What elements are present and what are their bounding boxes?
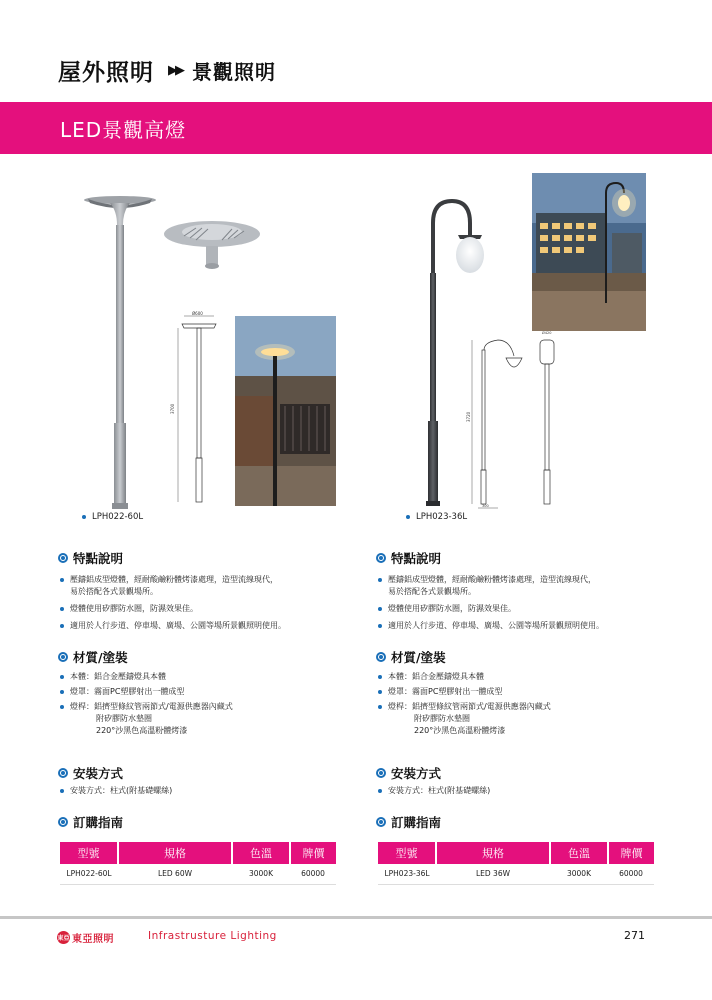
list-item: 安裝方式：柱式(附基礎螺絲) <box>378 785 678 797</box>
dim-top-label-right: Ø420 <box>542 331 552 335</box>
order-table-left <box>60 842 336 885</box>
footer-tagline: Infrastrusture Lighting <box>148 930 277 942</box>
list-item: 燈罩：霧面PC塑膠射出一體成型 <box>378 686 678 698</box>
cell-price: 60000 <box>608 864 654 884</box>
table-header-row <box>378 842 654 864</box>
lph023-scene-photo <box>532 173 646 331</box>
cell-model: LPH022-60L <box>60 864 118 884</box>
col-price: 牌價 <box>608 842 654 864</box>
lamp-lph022-photo <box>80 185 160 510</box>
col-cct: 色溫 <box>232 842 290 864</box>
install-list-left <box>60 785 360 802</box>
bullet-dot-icon <box>82 515 86 519</box>
list-item: 適用於人行步道、停車場、廣場、公園等場所景觀照明使用。 <box>60 620 360 632</box>
model-caption-text: LPH023-36L <box>416 512 468 522</box>
install-list-right <box>378 785 678 802</box>
bullet-dot-icon <box>406 515 410 519</box>
breadcrumb-arrow-icon: ▶▶ <box>168 62 182 78</box>
col-model: 型號 <box>378 842 436 864</box>
model-caption-text: LPH022-60L <box>92 512 144 522</box>
materials-list-left <box>60 671 360 740</box>
install-heading-right: 安裝方式 <box>376 764 441 782</box>
list-item: 燈桿：鋁擠型條紋管兩節式/電源供應器內藏式 <box>378 701 678 713</box>
logo-mark-icon: 東亞 <box>57 931 70 944</box>
lph022-scene-photo <box>235 316 336 506</box>
table-header-row <box>60 842 336 864</box>
list-item: 本體：鋁合金壓鑄燈具本體 <box>60 671 360 683</box>
features-heading-right: 特點說明 <box>376 549 441 567</box>
banner-title: LED景觀高燈 <box>60 118 187 142</box>
model-caption-left <box>82 512 143 522</box>
dim-base-label: 300 <box>482 504 489 508</box>
list-item: 本體：鋁合金壓鑄燈具本體 <box>378 671 678 683</box>
list-item: 附矽膠防水墊圈 <box>414 714 470 723</box>
order-heading-left: 訂購指南 <box>58 813 123 831</box>
list-item: 附矽膠防水墊圈 <box>96 714 152 723</box>
section-bullet-icon <box>58 553 68 563</box>
category-title: 屋外照明 <box>58 59 154 86</box>
cell-cct: 3000K <box>232 864 290 884</box>
list-item: 安裝方式：柱式(附基礎螺絲) <box>60 785 360 797</box>
cell-model: LPH023-36L <box>378 864 436 884</box>
features-heading-left: 特點說明 <box>58 549 123 567</box>
dim-height-label: 3700 <box>170 403 175 414</box>
section-bullet-icon <box>376 817 386 827</box>
section-bullet-icon <box>58 817 68 827</box>
lph022-dimension-drawing <box>170 312 230 507</box>
col-spec: 規格 <box>436 842 550 864</box>
page-header <box>58 52 276 88</box>
title-banner <box>0 102 712 154</box>
list-item: 燈桿：鋁擠型條紋管兩節式/電源供應器內藏式 <box>60 701 360 713</box>
list-item: 燈體使用矽膠防水圈，防濕效果佳。 <box>60 603 360 615</box>
brand-logo <box>57 930 114 945</box>
section-bullet-icon <box>376 553 386 563</box>
logo-text: 東亞照明 <box>72 934 114 945</box>
page-number: 271 <box>624 929 645 942</box>
section-bullet-icon <box>58 652 68 662</box>
model-caption-right <box>406 512 467 522</box>
order-table-right <box>378 842 654 885</box>
materials-heading-right: 材質/塗裝 <box>376 648 446 666</box>
list-item: 易於搭配各式景觀場所。 <box>388 587 476 596</box>
col-cct: 色溫 <box>550 842 608 864</box>
table-row <box>60 864 336 884</box>
footer-divider <box>0 916 712 919</box>
cell-spec: LED 60W <box>118 864 232 884</box>
table-row <box>378 864 654 884</box>
dim-height-label-right: 3720 <box>466 411 471 422</box>
list-item: 燈體使用矽膠防水圈，防濕效果佳。 <box>378 603 678 615</box>
col-price: 牌價 <box>290 842 336 864</box>
list-item: 壓鑄鋁成型燈體，經耐酸鹼粉體烤漆處理，造型流線現代， <box>378 574 678 586</box>
cell-cct: 3000K <box>550 864 608 884</box>
list-item: 燈罩：霧面PC塑膠射出一體成型 <box>60 686 360 698</box>
section-bullet-icon <box>376 768 386 778</box>
col-spec: 規格 <box>118 842 232 864</box>
lamp-head-detail-photo <box>162 218 262 270</box>
list-item: 220°沙黑色高溫粉體烤漆 <box>414 726 506 735</box>
dim-top-label: Ø600 <box>192 311 203 316</box>
list-item: 壓鑄鋁成型燈體，經耐酸鹼粉體烤漆處理，造型流線現代， <box>60 574 360 586</box>
list-item: 220°沙黑色高溫粉體烤漆 <box>96 726 188 735</box>
lph023-dimension-drawing <box>468 330 568 510</box>
cell-spec: LED 36W <box>436 864 550 884</box>
install-heading-left: 安裝方式 <box>58 764 123 782</box>
list-item: 適用於人行步道、停車場、廣場、公園等場所景觀照明使用。 <box>378 620 678 632</box>
features-list-left <box>60 574 360 637</box>
materials-list-right <box>378 671 678 740</box>
list-item: 易於搭配各式景觀場所。 <box>70 587 158 596</box>
materials-heading-left: 材質/塗裝 <box>58 648 128 666</box>
order-heading-right: 訂購指南 <box>376 813 441 831</box>
section-bullet-icon <box>376 652 386 662</box>
section-bullet-icon <box>58 768 68 778</box>
features-list-right <box>378 574 678 637</box>
subcategory-title: 景觀照明 <box>192 59 276 84</box>
cell-price: 60000 <box>290 864 336 884</box>
col-model: 型號 <box>60 842 118 864</box>
